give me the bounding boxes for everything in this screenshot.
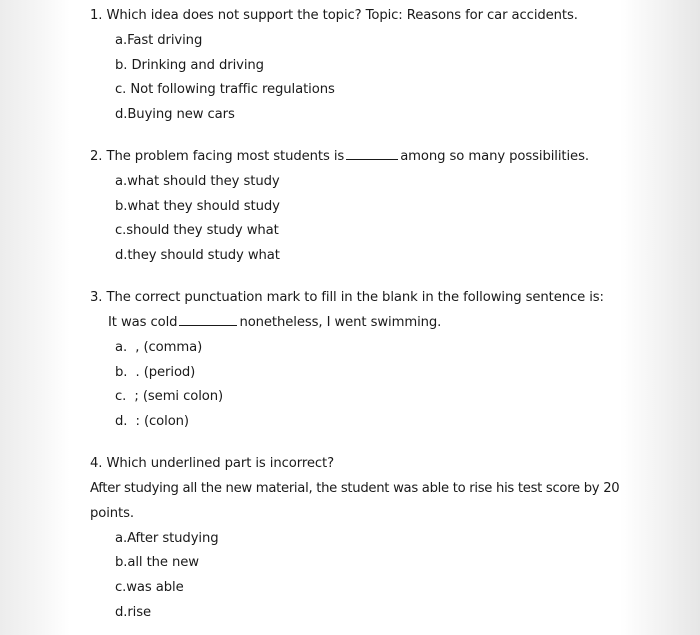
question-2-option-d: d.they should study what xyxy=(115,248,280,263)
sentence-before-blank: It was cold xyxy=(108,315,178,330)
question-3-option-d: d. : (colon) xyxy=(115,414,189,429)
question-1-option-a: a.Fast driving xyxy=(115,33,203,48)
question-4-prompt xyxy=(90,455,334,473)
question-1-prompt xyxy=(90,7,578,25)
sentence-after-blank: nonetheless, I went swimming. xyxy=(239,315,442,330)
question-text: Which underlined part is incorrect? xyxy=(106,456,334,471)
question-4-option-c: c.was able xyxy=(115,580,184,595)
question-1-option-b: b. Drinking and driving xyxy=(115,58,264,73)
question-2-option-a: a.what should they study xyxy=(115,174,280,189)
question-2-option-b: b.what they should study xyxy=(115,199,280,214)
question-text-before-blank: The problem facing most students is xyxy=(106,149,345,164)
question-3-option-a: a. , (comma) xyxy=(115,340,203,355)
question-number: 4. xyxy=(90,456,103,471)
question-3-option-b: b. . (period) xyxy=(115,365,196,380)
question-3-sentence xyxy=(108,314,441,332)
question-number: 1. xyxy=(90,8,103,23)
question-4-sentence-line-1: After studying all the new material, the student was able to rise his test score by 20 xyxy=(90,481,620,496)
question-4-option-d: d.rise xyxy=(115,605,152,620)
question-1-option-c: c. Not following traffic regulations xyxy=(115,82,335,97)
question-text: Which idea does not support the topic? Topic: Reasons for car accidents. xyxy=(106,8,578,23)
question-3-option-c: c. ; (semi colon) xyxy=(115,389,224,404)
question-number: 3. xyxy=(90,290,103,305)
fill-in-blank xyxy=(179,314,237,326)
question-number: 2. xyxy=(90,149,103,164)
question-text-after-blank: among so many possibilities. xyxy=(400,149,589,164)
question-4-option-b: b.all the new xyxy=(115,555,199,570)
question-1-option-d: d.Buying new cars xyxy=(115,107,235,122)
question-2-prompt xyxy=(90,148,589,166)
question-2-option-c: c.should they study what xyxy=(115,223,279,238)
question-3-prompt xyxy=(90,289,604,307)
question-text: The correct punctuation mark to fill in the blank in the following sentence is: xyxy=(106,290,604,305)
question-4-option-a: a.After studying xyxy=(115,531,219,546)
fill-in-blank xyxy=(346,148,398,160)
question-4-sentence-line-2: points. xyxy=(90,506,134,521)
